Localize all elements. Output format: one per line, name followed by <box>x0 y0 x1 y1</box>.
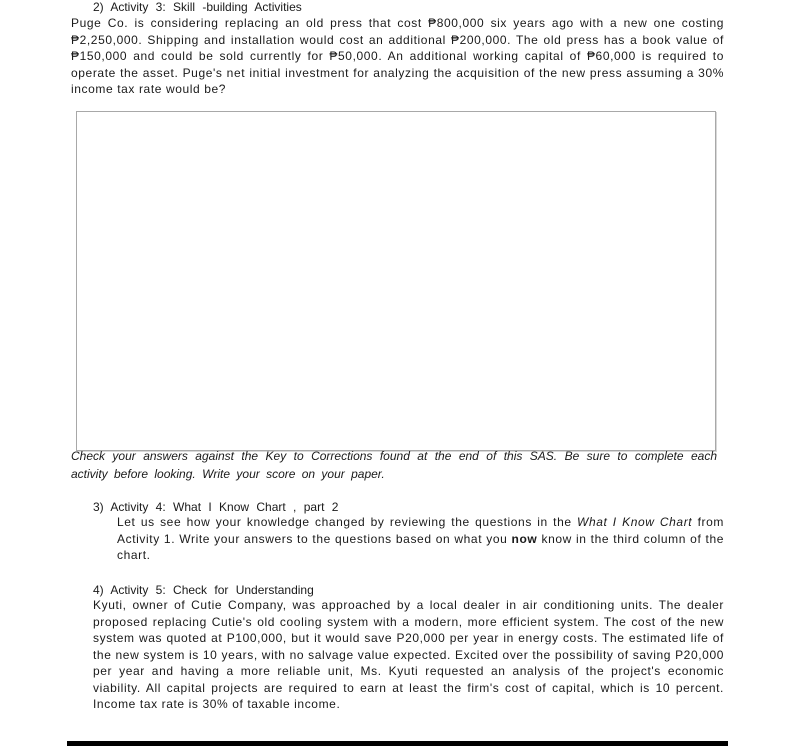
what-i-know-chart-label: What I Know Chart <box>577 515 693 529</box>
activity-3-problem-text: Puge Co. is considering replacing an old press that cost ₱800,000 six years ago with a new one costing ₱2,250,000. Shipping and installation would cost an additional ₱200,000. The old press has a book value of ₱150,000 and could be sold currently for ₱50,000. An additional working capital of ₱60,000 is required to operate the asset. Puge's net initial investment for analyzing the acquisition of the new press assuming a 30% income tax rate would be? <box>71 16 724 96</box>
activity-4-instructions <box>117 514 724 564</box>
activity-3-heading: 2) Activity 3: Skill -building Activities <box>93 0 302 14</box>
page-bottom-rule <box>67 741 728 746</box>
check-answers-note: Check your answers against the Key to Corrections found at the end of this SAS. Be sure to complete each activity before looking. Write your score on your paper. <box>71 449 717 481</box>
activity-4-text-part3: know in the third column of the chart. <box>117 531 724 562</box>
activity-4-text-part2: from Activity 1. Write your answers to the questions based on what you <box>117 515 724 546</box>
answer-box[interactable] <box>76 111 716 451</box>
activity-4-text-part1: Let us see how your knowledge changed by reviewing the questions in the <box>117 515 578 529</box>
activity-4-heading: 3) Activity 4: What I Know Chart , part 2 <box>93 500 339 514</box>
now-emphasis: now <box>511 531 538 546</box>
activity-5-problem-text: Kyuti, owner of Cutie Company, was approached by a local dealer in air conditioning units. The dealer proposed replacing Cutie's old cooling system with a modern, more efficient system. The cost of the new system was quoted at P100,000, but it would save P20,000 per year in energy costs. The estimated life of the new system is 10 years, with no salvage value expected. Excited over the possibility of saving P20,000 per year and having a more reliable unit, Ms. Kyuti requested an analysis of the project's economic viability. All capital projects are required to earn at least the firm's cost of capital, which is 10 percent. Income tax rate is 30% of taxable income. <box>93 598 724 711</box>
activity-5-heading: 4) Activity 5: Check for Understanding <box>93 583 314 597</box>
